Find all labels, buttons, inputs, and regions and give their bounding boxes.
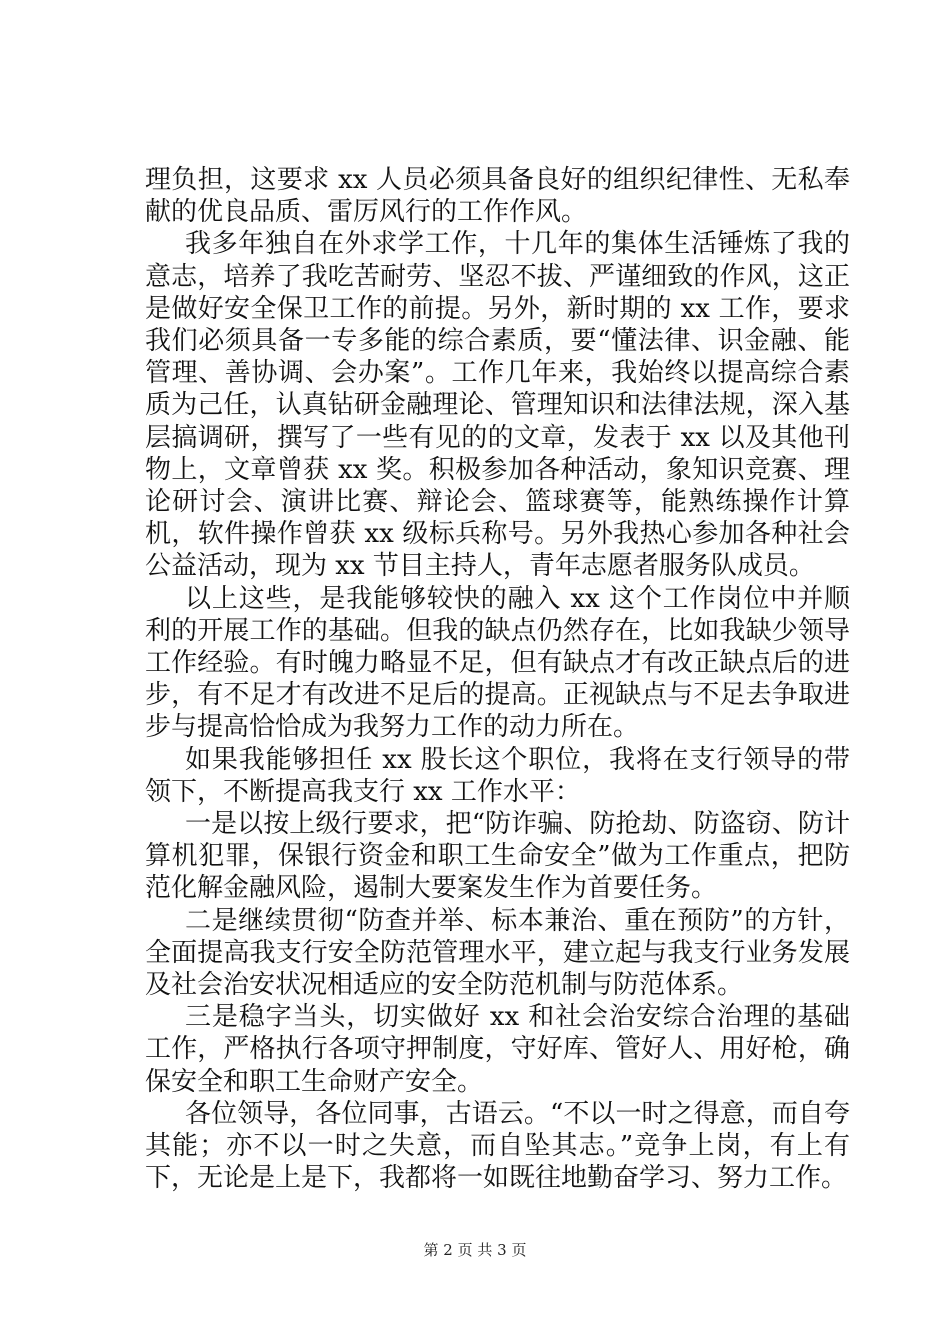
paragraph-5: 一是以按上级行要求，把“防诈骗、防抢劫、防盗窃、防计算机犯罪，保银行资金和职工生命安全”做为工作重点，把防范化解金融风险，遏制大要案发生作为首要任务。	[145, 809, 850, 904]
paragraph-8: 各位领导，各位同事，古语云。“不以一时之得意，而自夸其能；亦不以一时之失意，而自坠其志。”竞争上岗，有上有下，无论是上是下，我都将一如既往地勤奋学习、努力工作。	[145, 1098, 850, 1194]
paragraph-2: 我多年独自在外求学工作，十几年的集体生活锤炼了我的意志，培养了我吃苦耐劳、坚忍不拔、严谨细致的作风，这正是做好安全保卫工作的前提。另外，新时期的 xx 工作，要求我们必须具备一专多能的综合素质，要“懂法律、识金融、能管理、善协调、会办案”。工作几年来，我始终以提高综合素质为己任，认真钻研金融理论、管理知识和法律法规，深入基层搞调研，撰写了一些有见的的文章，发表于 xx 以及其他刊物上，文章曾获 xx 奖。积极参加各种活动，象知识竞赛、理论研讨会、演讲比赛、辩论会、篮球赛等，能熟练操作计算机，软件操作曾获 xx 级标兵称号。另外我热心参加各种社会公益活动，现为 xx 节目主持人，青年志愿者服务队成员。	[145, 229, 850, 582]
paragraph-6: 二是继续贯彻“防查并举、标本兼治、重在预防”的方针，全面提高我支行安全防范管理水平，建立起与我支行业务发展及社会治安状况相适应的安全防范机制与防范体系。	[145, 905, 850, 1001]
paragraph-1: 理负担，这要求 xx 人员必须具备良好的组织纪律性、无私奉献的优良品质、雷厉风行的工作作风。	[145, 165, 850, 228]
paragraph-3: 以上这些，是我能够较快的融入 xx 这个工作岗位中并顺利的开展工作的基础。但我的缺点仍然存在，比如我缺少领导工作经验。有时魄力略显不足，但有缺点才有改正缺点后的进步，有不足才有改进不足后的提高。正视缺点与不足去争取进步与提高恰恰成为我努力工作的动力所在。	[145, 583, 850, 743]
page-number-footer: 第 2 页 共 3 页	[423, 1241, 527, 1259]
document-body	[145, 164, 850, 1195]
paragraph-7: 三是稳字当头，切实做好 xx 和社会治安综合治理的基础工作，严格执行各项守押制度，守好库、管好人、用好枪，确保安全和职工生命财产安全。	[145, 1002, 850, 1097]
paragraph-4: 如果我能够担任 xx 股长这个职位，我将在支行领导的带领下，不断提高我支行 xx 工作水平：	[145, 744, 850, 807]
